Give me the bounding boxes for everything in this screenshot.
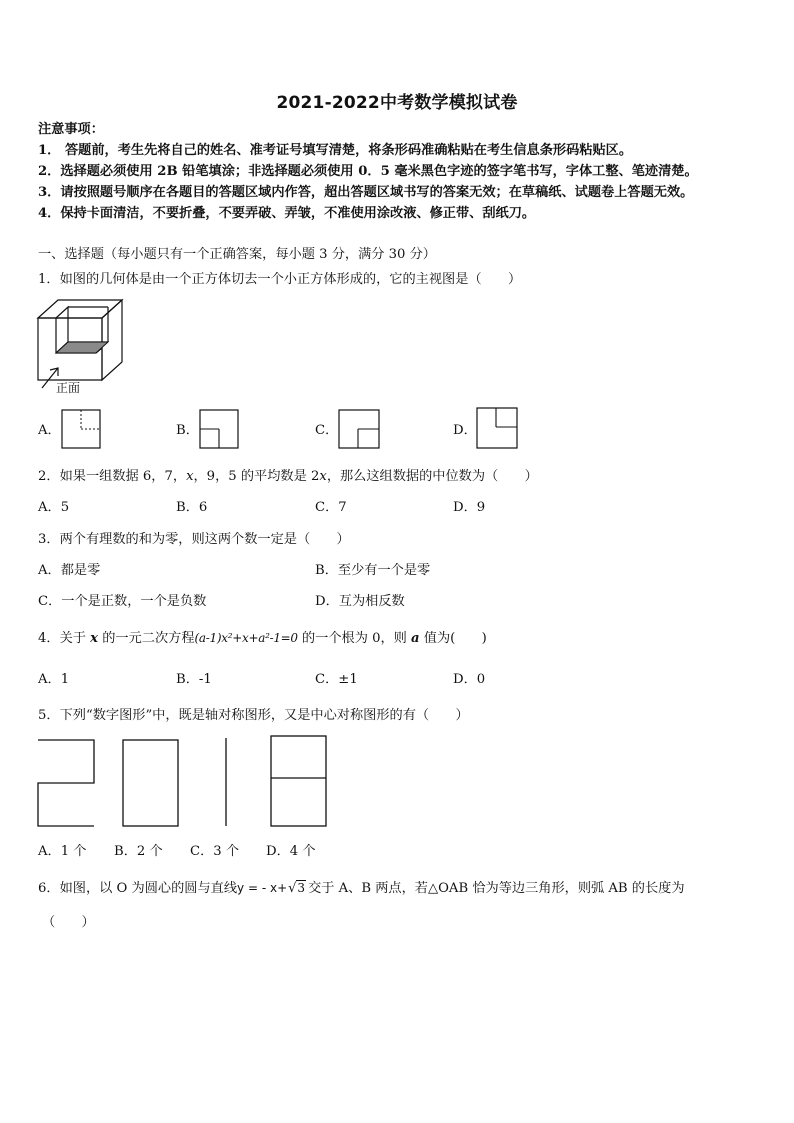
q6-answer-blank: （ ） xyxy=(42,915,95,930)
q1-front-label: 正面 xyxy=(56,381,81,395)
q2-stem-mid: ，9，5 的平均数是 2 xyxy=(193,469,320,484)
q3-stem: 3．两个有理数的和为零，则这两个数一定是（ ） xyxy=(38,532,350,547)
q3-option-b[interactable]: B．至少有一个是零 xyxy=(315,563,431,578)
section-heading: 一、选择题（每小题只有一个正确答案，每小题 3 分，满分 30 分） xyxy=(38,247,436,262)
q5-digit-figures xyxy=(36,734,332,830)
q4-stem-pre: 4．关于 xyxy=(38,631,91,646)
note-item-2: 2．选择题必须使用 2B 铅笔填涂；非选择题必须使用 0．5 毫米黑色字迹的签字笔书写，字体工整、笔迹清楚。 xyxy=(38,164,698,179)
q1-option-c-figure xyxy=(338,409,380,449)
q2-option-c[interactable]: C．7 xyxy=(315,500,347,515)
q1-cube-figure xyxy=(36,298,128,396)
q2-var-x-2: x xyxy=(319,469,327,484)
q4-var-x: x xyxy=(90,631,99,646)
q4-stem-mid2: 的一个根为 0，则 xyxy=(297,631,412,646)
q2-option-d[interactable]: D．9 xyxy=(453,500,486,515)
q2-stem-pre: 2．如果一组数据 6，7， xyxy=(38,469,187,484)
q6-sqrt xyxy=(288,880,306,897)
q2-stem xyxy=(38,469,538,485)
q3-option-d[interactable]: D．互为相反数 xyxy=(315,594,405,609)
q4-option-a[interactable]: A．1 xyxy=(38,672,70,687)
note-item-3: 3．请按照题号顺序在各题目的答题区域内作答，超出答题区域书写的答案无效；在草稿纸、试题卷上答题无效。 xyxy=(38,185,694,200)
q6-stem xyxy=(38,880,685,897)
q5-stem: 5．下列“数字图形”中，既是轴对称图形，又是中心对称图形的有（ ） xyxy=(38,708,469,723)
q1-option-b-figure xyxy=(199,409,239,449)
q5-option-a[interactable]: A．1 个 xyxy=(38,844,87,859)
q2-option-a[interactable]: A．5 xyxy=(38,500,70,515)
q3-option-a[interactable]: A．都是零 xyxy=(38,563,101,578)
q1-stem: 1．如图的几何体是由一个正方体切去一个小正方体形成的，它的主视图是（ ） xyxy=(38,272,522,287)
q4-var-a: a xyxy=(411,631,420,646)
q1-option-b-label[interactable]: B． xyxy=(176,423,199,438)
q4-option-c[interactable]: C．±1 xyxy=(315,672,358,687)
q1-option-c-label[interactable]: C． xyxy=(315,423,339,438)
q1-option-a-figure xyxy=(61,409,101,449)
q1-option-a-label[interactable]: A． xyxy=(38,423,61,438)
note-item-4: 4．保持卡面清洁，不要折叠，不要弄破、弄皱，不准使用涂改液、修正带、刮纸刀。 xyxy=(38,206,536,221)
q6-radical-sign: √ xyxy=(288,881,297,896)
q6-sqrt-arg: 3 xyxy=(297,881,306,895)
q4-stem-post: 值为( ) xyxy=(419,631,487,646)
q4-option-d[interactable]: D．0 xyxy=(453,672,486,687)
q5-option-c[interactable]: C．3 个 xyxy=(190,844,240,859)
q6-stem-post: 交于 A、B 两点，若△OAB 恰为等边三角形，则弧 AB 的长度为 xyxy=(308,881,685,896)
q4-stem-mid: 的一元二次方程 xyxy=(98,631,195,646)
q5-option-b[interactable]: B．2 个 xyxy=(114,844,163,859)
q6-stem-pre: 6．如图，以 O 为圆心的圆与直线 xyxy=(38,881,238,896)
q6-line-equation: y = - x+ xyxy=(237,881,288,895)
q5-option-d[interactable]: D．4 个 xyxy=(266,844,316,859)
note-item-1: 1． 答题前，考生先将自己的姓名、准考证号填写清楚，将条形码准确粘贴在考生信息条形码粘贴区。 xyxy=(38,143,633,158)
q4-stem xyxy=(38,630,487,647)
q1-option-d-figure xyxy=(476,407,518,449)
q4-equation: (a-1)x²+x+a²-1=0 xyxy=(194,631,298,645)
notes-heading: 注意事项： xyxy=(38,122,104,137)
q3-option-c[interactable]: C．一个是正数，一个是负数 xyxy=(38,594,207,609)
exam-title: 2021-2022中考数学模拟试卷 xyxy=(276,93,518,113)
q1-option-d-label[interactable]: D． xyxy=(453,423,477,438)
q2-stem-post: ，那么这组数据的中位数为（ ） xyxy=(326,469,538,484)
q4-option-b[interactable]: B．-1 xyxy=(176,672,212,687)
q2-option-b[interactable]: B．6 xyxy=(176,500,208,515)
q2-var-x: x xyxy=(186,469,194,484)
